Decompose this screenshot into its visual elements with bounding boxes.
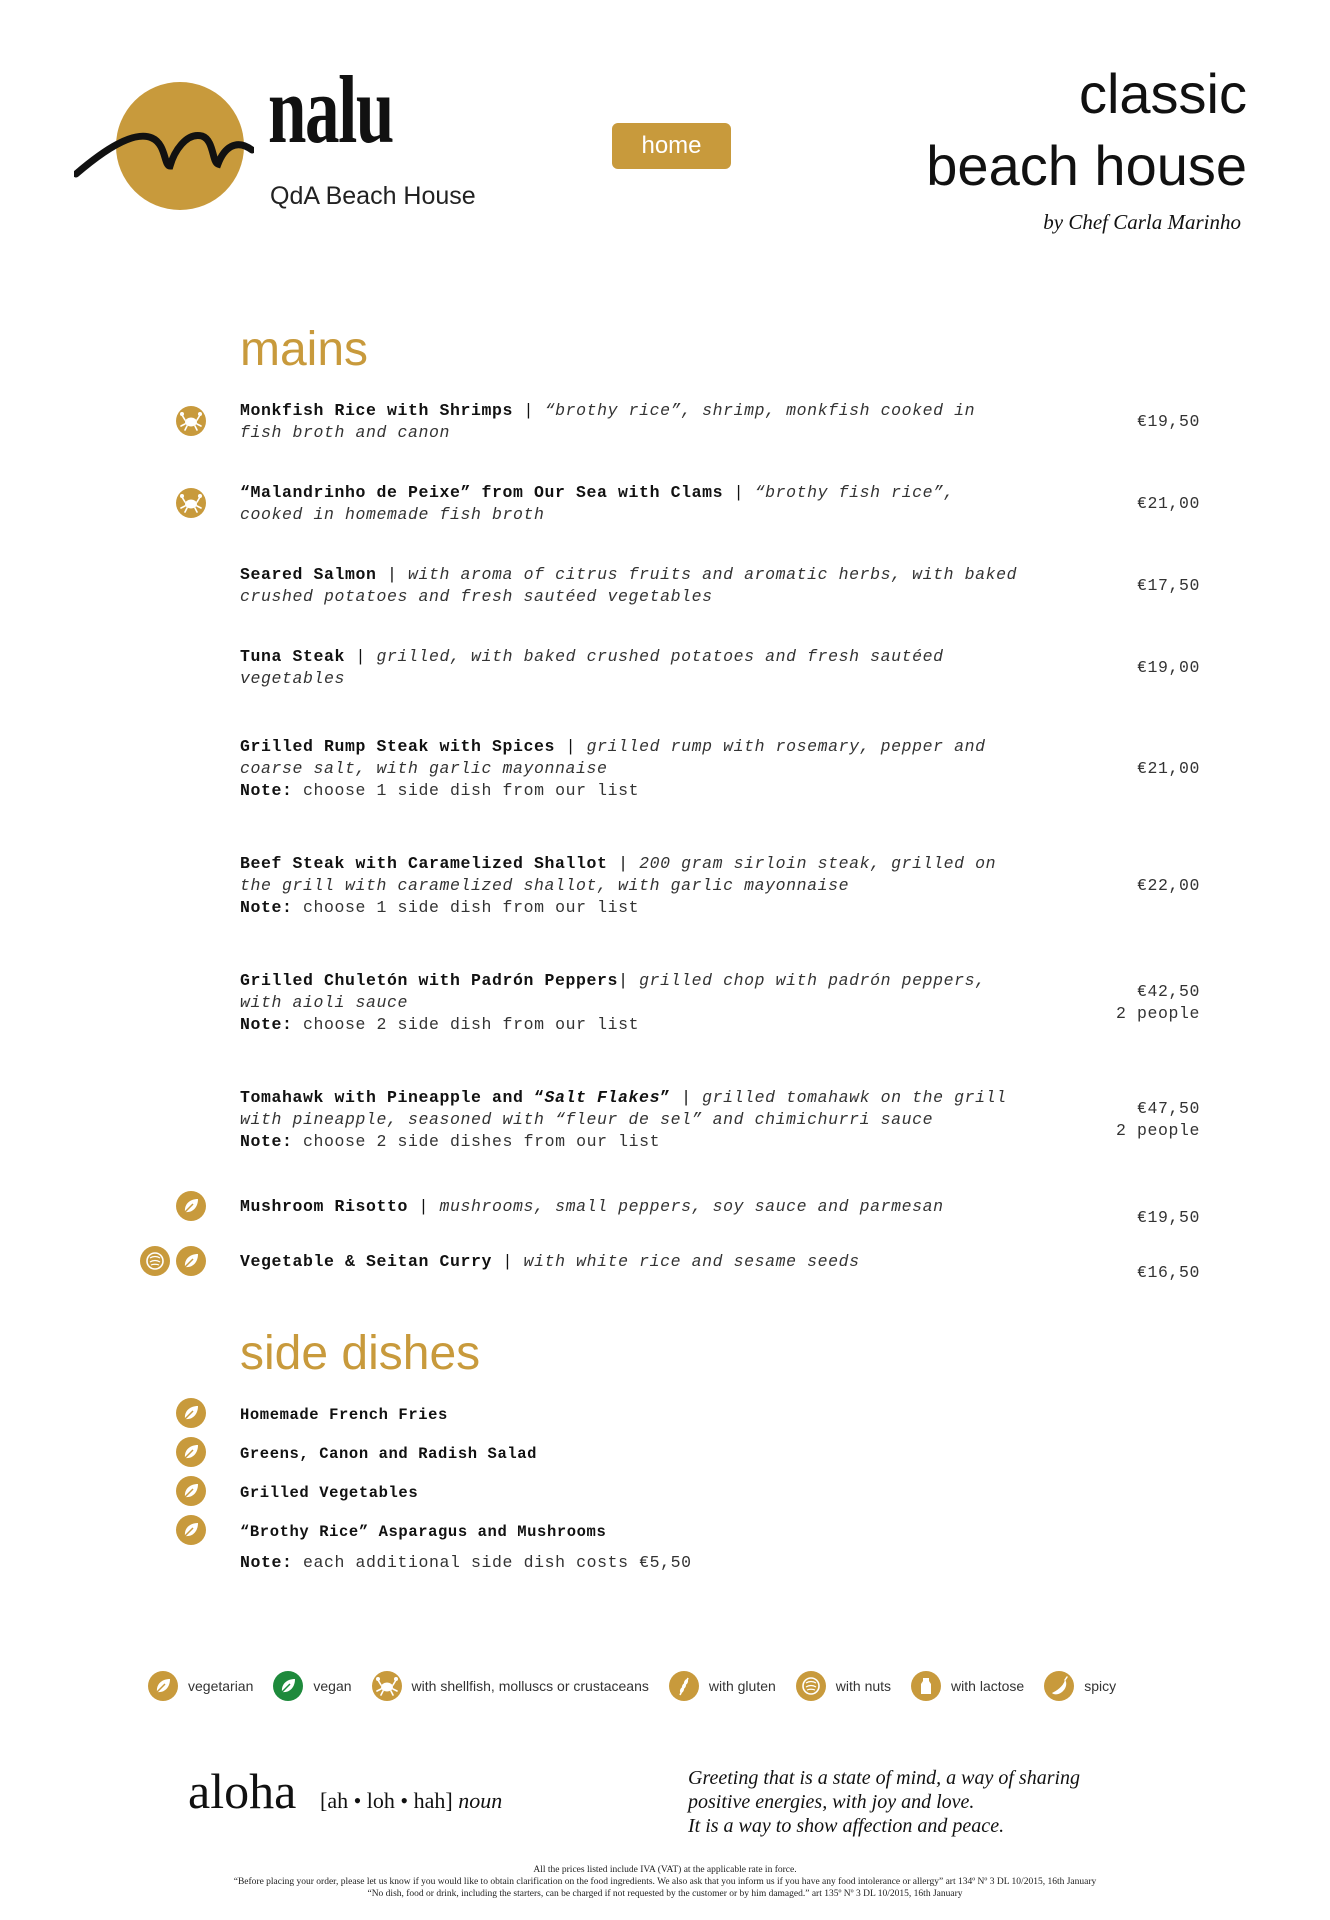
legend-label: with shellfish, molluscs or crustaceans: [411, 1678, 649, 1694]
item-separator: |: [492, 1252, 524, 1271]
quote-line: Greeting that is a state of mind, a way of sharing: [688, 1767, 1081, 1789]
item-separator: |: [670, 1088, 703, 1107]
item-separator: |: [408, 1197, 440, 1216]
item-price-block: [1060, 1098, 1200, 1142]
item-price: €16,50: [1136, 1263, 1200, 1282]
item-price: €47,50: [1136, 1099, 1200, 1118]
item-price: €21,00: [1136, 759, 1200, 778]
side-note-text: each additional side dish costs €5,50: [303, 1553, 692, 1572]
item-separator: |: [618, 971, 640, 990]
item-price-block: [1060, 1207, 1200, 1229]
item-price-block: [1060, 575, 1200, 597]
legend-label: vegan: [313, 1678, 352, 1694]
item-description: with aroma of citrus fruits and aromatic herbs, with baked crushed potatoes and fresh sautéed vegetables: [240, 565, 1018, 606]
item-price-block: [1060, 657, 1200, 679]
item-price-block: [1060, 875, 1200, 897]
legend-label: with gluten: [708, 1678, 776, 1694]
item-name-italic: Salt Flakes: [544, 1088, 661, 1107]
vegetarian-icon: [176, 1246, 206, 1276]
side-dish-item: Homemade French Fries: [240, 1406, 448, 1424]
item-name: Tomahawk with Pineapple and “: [240, 1088, 545, 1107]
legal-line: “Before placing your order, please let us know if you would like to obtain clarification on the food ingredients. We also ask that you inform us if you have any food intolerance or allergy” art 134º Nº 3 DL 10/2015, 16th January: [233, 1877, 1097, 1887]
item-name: Grilled Chuletón with Padrón Peppers: [240, 971, 619, 990]
item-price-block: [1060, 981, 1200, 1025]
note-label: Note:: [240, 898, 293, 917]
item-description: grilled rump with rosemary, pepper and coarse salt, with garlic mayonnaise: [240, 737, 986, 778]
shellfish-icon: [176, 406, 206, 436]
menu-item: [240, 1196, 1020, 1218]
menu-item: [240, 970, 1020, 1036]
menu-item: [240, 482, 1020, 526]
quote-line: positive energies, with joy and love.: [688, 1791, 975, 1813]
side-dishes-note: [240, 1552, 692, 1574]
chef-credit: by Chef Carla Marinho: [1043, 210, 1241, 234]
shellfish-icon: [372, 1671, 402, 1701]
item-price: €42,50: [1136, 982, 1200, 1001]
item-name: Seared Salmon: [240, 565, 377, 584]
item-price: €19,50: [1136, 1208, 1200, 1227]
item-name: Beef Steak with Caramelized Shallot: [240, 854, 608, 873]
vegetarian-icon: [176, 1476, 206, 1506]
item-price: €19,00: [1136, 658, 1200, 677]
item-name-end: ”: [660, 1088, 671, 1107]
nuts-icon: [796, 1671, 826, 1701]
item-price-block: [1060, 1262, 1200, 1284]
shellfish-icon: [176, 488, 206, 518]
title-line-1: classic: [1078, 62, 1247, 125]
menu-item: [240, 646, 1020, 690]
item-price: €17,50: [1136, 576, 1200, 595]
item-note: [240, 780, 1020, 802]
gluten-icon: [669, 1671, 699, 1701]
note-label: Note:: [240, 781, 293, 800]
item-price-block: [1060, 758, 1200, 780]
legend-label: spicy: [1084, 1678, 1117, 1694]
nuts-icon: [140, 1246, 170, 1276]
legend-label: with nuts: [835, 1678, 892, 1694]
mains-heading: mains: [240, 323, 369, 376]
spicy-icon: [1044, 1671, 1074, 1701]
item-serves: 2 people: [1115, 1121, 1200, 1140]
vegan-icon: [273, 1671, 303, 1701]
legend-item: [1044, 1671, 1116, 1701]
item-separator: |: [513, 401, 545, 420]
item-note: [240, 897, 1020, 919]
legend-item: [796, 1671, 891, 1701]
menu-item: [240, 1251, 1020, 1273]
vegetarian-icon: [176, 1437, 206, 1467]
menu-item: [240, 736, 1020, 802]
quote-line: It is a way to show affection and peace.: [688, 1815, 1005, 1837]
aloha-word: aloha: [188, 1763, 297, 1819]
item-description: grilled, with baked crushed potatoes and fresh sautéed vegetables: [240, 647, 944, 688]
legend-label: with lactose: [951, 1678, 1025, 1694]
item-price-block: [1060, 411, 1200, 433]
allergen-legend: [148, 1668, 1188, 1704]
item-note: [240, 1131, 1020, 1153]
legal-line: All the prices listed include IVA (VAT) at the applicable rate in force.: [533, 1865, 797, 1875]
part-of-speech: noun: [458, 1788, 503, 1813]
item-name: “Malandrinho de Peixe” from Our Sea with Clams: [240, 483, 724, 502]
item-separator: |: [723, 483, 755, 502]
legend-label: vegetarian: [188, 1678, 254, 1694]
vegetarian-icon: [148, 1671, 178, 1701]
page-title: [926, 58, 1247, 202]
side-dish-item: “Brothy Rice” Asparagus and Mushrooms: [240, 1523, 607, 1541]
item-price: €21,00: [1136, 494, 1200, 513]
item-description: “brothy rice”, shrimp, monkfish cooked in fish broth and canon: [240, 401, 976, 442]
legend-item: [148, 1671, 253, 1701]
side-dishes-heading: side dishes: [240, 1327, 481, 1380]
logo-waves-icon: [74, 110, 254, 190]
legend-item: [669, 1671, 776, 1701]
item-price-block: [1060, 493, 1200, 515]
legend-item: [273, 1671, 351, 1701]
vegetarian-icon: [176, 1515, 206, 1545]
item-separator: |: [376, 565, 409, 584]
aloha-pronunciation: [320, 1788, 502, 1814]
pronunciation-text: [ah • loh • hah]: [320, 1788, 453, 1813]
item-description: with white rice and sesame seeds: [523, 1252, 860, 1271]
home-button[interactable]: home: [612, 123, 731, 169]
item-price: €19,50: [1136, 412, 1200, 431]
item-separator: |: [345, 647, 377, 666]
legend-item: [372, 1671, 649, 1701]
vegetarian-icon: [176, 1191, 206, 1221]
menu-item: [240, 1087, 1020, 1153]
note-text: choose 1 side dish from our list: [303, 781, 640, 800]
note-label: Note:: [240, 1015, 293, 1034]
item-serves: 2 people: [1115, 1004, 1200, 1023]
vegetarian-icon: [176, 1398, 206, 1428]
note-text: choose 2 side dish from our list: [303, 1015, 640, 1034]
item-description: “brothy fish rice”, cooked in homemade fish broth: [240, 483, 955, 524]
item-description: grilled chop with padrón peppers, with aioli sauce: [240, 971, 986, 1012]
item-description: grilled tomahawk on the grill with pineapple, seasoned with “fleur de sel” and chimichurri sauce: [240, 1088, 1007, 1129]
legal-notice: [100, 1864, 1230, 1900]
legend-item: [911, 1671, 1024, 1701]
side-note-label: Note:: [240, 1553, 293, 1572]
item-name: Vegetable & Seitan Curry: [240, 1252, 493, 1271]
note-text: choose 1 side dish from our list: [303, 898, 640, 917]
item-note: [240, 1014, 1020, 1036]
side-dish-item: Grilled Vegetables: [240, 1484, 419, 1502]
item-price: €22,00: [1136, 876, 1200, 895]
side-dish-item: Greens, Canon and Radish Salad: [240, 1445, 538, 1463]
menu-item: [240, 564, 1020, 608]
note-text: choose 2 side dishes from our list: [303, 1132, 661, 1151]
item-description: 200 gram sirloin steak, grilled on the grill with caramelized shallot, with garlic mayonnaise: [240, 854, 997, 895]
aloha-quote: [688, 1766, 1208, 1838]
item-name: Tuna Steak: [240, 647, 346, 666]
item-description: mushrooms, small peppers, soy sauce and parmesan: [439, 1197, 944, 1216]
item-name: Mushroom Risotto: [240, 1197, 409, 1216]
item-name: Monkfish Rice with Shrimps: [240, 401, 514, 420]
menu-item: [240, 853, 1020, 919]
note-label: Note:: [240, 1132, 293, 1151]
menu-item: [240, 400, 1020, 444]
lactose-icon: [911, 1671, 941, 1701]
title-line-2: beach house: [926, 134, 1247, 197]
item-separator: |: [555, 737, 587, 756]
logo-name: nalu: [268, 56, 393, 163]
item-name: Grilled Rump Steak with Spices: [240, 737, 556, 756]
legal-line: “No dish, food or drink, including the starters, can be charged if not requested by the customer or by him damaged.” art 135º Nº 3 DL 10/2015, 16th January: [367, 1889, 963, 1899]
logo-subtitle: QdA Beach House: [270, 182, 476, 210]
item-separator: |: [607, 854, 640, 873]
